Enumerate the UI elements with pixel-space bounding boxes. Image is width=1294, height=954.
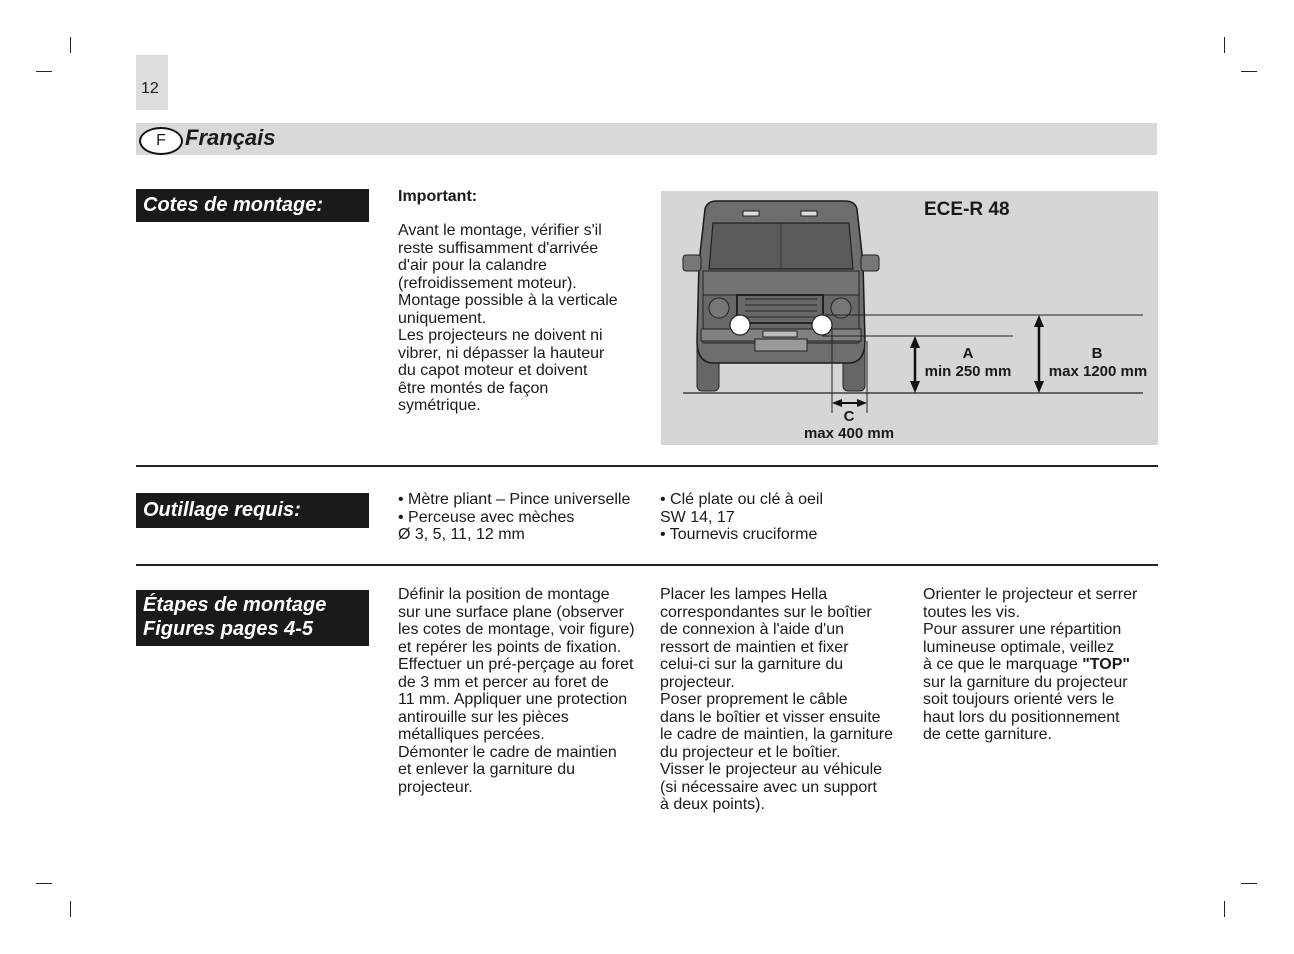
section-divider — [136, 564, 1158, 566]
section-heading-mounting: Cotes de montage: — [136, 189, 369, 222]
steps-column-1: Définir la position de montage sur une surface plane (observer les cotes de montage, voir figure) et repérer les points de fixation. Effectuer un pré-perçage au foret de 3 mm et percer au foret de 11 mm. Appliquer une protection antirouille sur les pièces métalliques percées. Démonter le cadre de maintien et enlever la garniture du projecteur. — [398, 586, 635, 796]
dimension-c-value: max 400 mm — [803, 425, 895, 442]
tools-list-column-1: • Mètre pliant – Pince universelle • Perceuse avec mèches Ø 3, 5, 11, 12 mm — [398, 491, 631, 543]
crop-mark — [36, 883, 52, 884]
steps-column-3-text-a: Orienter le projecteur et serrer toutes les vis. Pour assurer une répartition lumineuse optimale, veillez à ce que le marquage — [923, 586, 1138, 673]
crop-mark — [70, 901, 71, 917]
crop-mark — [36, 71, 52, 72]
section-heading-tools: Outillage requis: — [136, 493, 369, 528]
steps-column-3-text-b: sur la garniture du projecteur soit toujours orienté vers le haut lors du positionnement de cette garniture. — [923, 673, 1128, 743]
important-label: Important: — [398, 188, 478, 205]
mounting-diagram — [661, 191, 1158, 445]
crop-mark — [1224, 37, 1225, 53]
language-badge: F — [139, 127, 183, 155]
dimension-b-value: max 1200 mm — [1048, 363, 1148, 380]
regulation-label: ECE-R 48 — [924, 199, 1010, 220]
dimension-a-letter: A — [962, 345, 974, 362]
crop-mark — [1224, 901, 1225, 917]
dimension-b-letter: B — [1091, 345, 1103, 362]
mounting-instructions: Avant le montage, vérifier s'il reste suffisamment d'arrivée d'air pour la calandre (refroidissement moteur). Montage possible à la verticale uniquement. Les projecteurs ne doivent ni vibrer, ni dépasser la hauteur du capot moteur et doivent être montés de façon symétrique. — [398, 222, 618, 414]
dimension-a-value: min 250 mm — [924, 363, 1012, 380]
language-header-bar — [136, 123, 1157, 155]
vehicle-front-illustration — [661, 191, 1158, 445]
steps-heading-line-2: Figures pages 4-5 — [143, 618, 314, 640]
top-marking-label: "TOP" — [1082, 656, 1130, 673]
language-title: Français — [185, 125, 276, 150]
section-divider — [136, 465, 1158, 467]
tools-list-column-2: • Clé plate ou clé à oeil SW 14, 17 • Tournevis cruciforme — [660, 491, 824, 543]
steps-column-3 — [923, 586, 1158, 744]
crop-mark — [70, 37, 71, 53]
steps-column-2: Placer les lampes Hella correspondantes sur le boîtier de connexion à l'aide d'un ressort de maintien et fixer celui-ci sur la garniture du projecteur. Poser proprement le câble dans le boîtier et visser ensuite le cadre de maintien, la garniture du projecteur et le boîtier. Visser le projecteur au véhicule (si nécessaire avec un support à deux points). — [660, 586, 894, 813]
dimension-c-letter: C — [843, 408, 855, 425]
crop-mark — [1241, 883, 1257, 884]
section-heading-steps — [136, 590, 369, 646]
page-number: 12 — [141, 80, 159, 97]
steps-heading-line-1: Étapes de montage — [143, 594, 327, 616]
crop-mark — [1241, 71, 1257, 72]
